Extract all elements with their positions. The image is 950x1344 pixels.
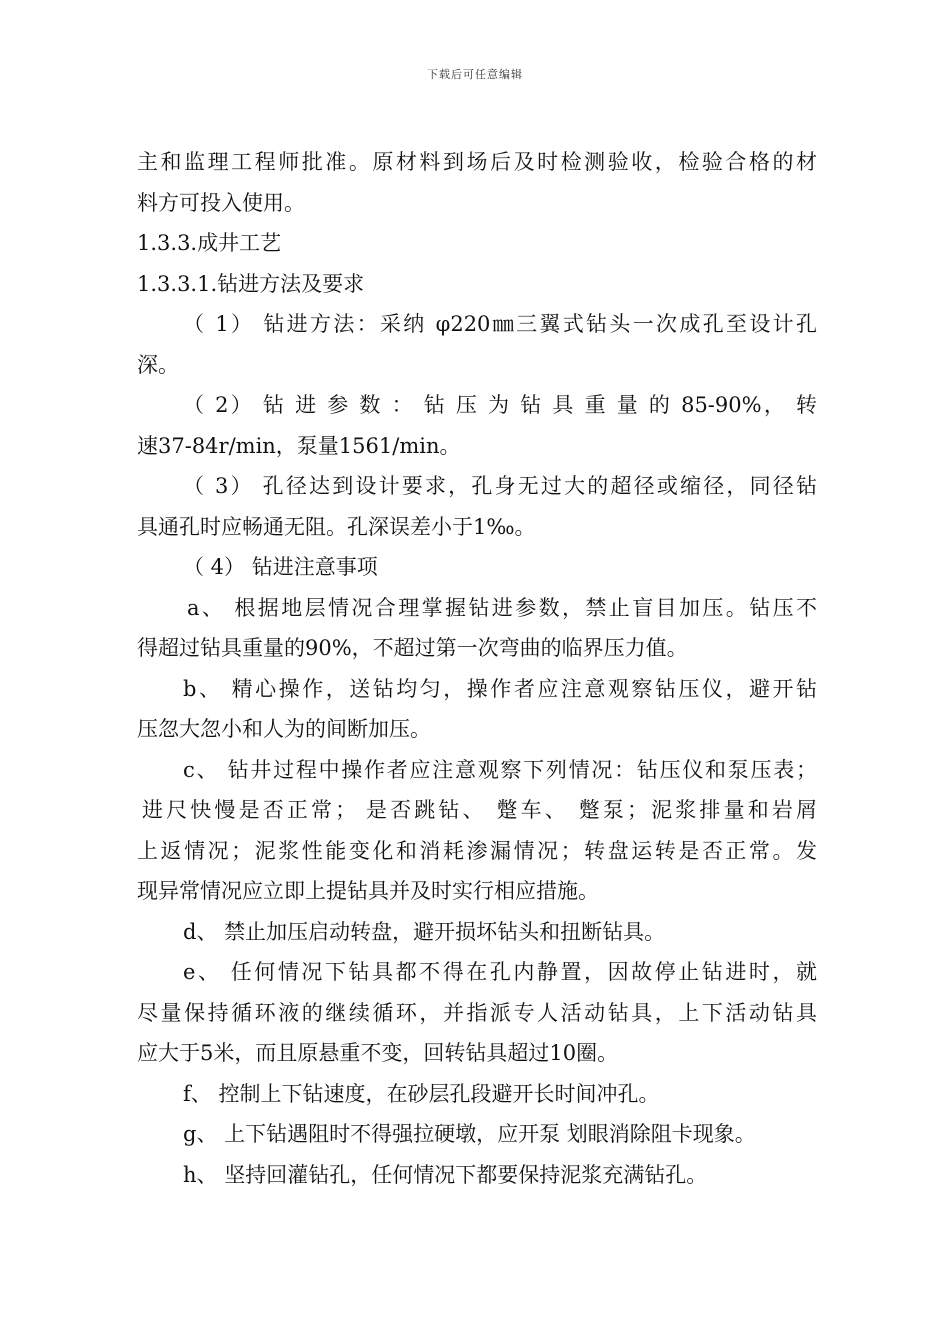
list-item: a、 根据地层情况合理掌握钻进参数，禁止盲目加压。钻压不 (187, 595, 817, 620)
paragraph-line: （ 4） 钻进注意事项 (183, 555, 378, 579)
list-item: g、 上下钻遇阻时不得强拉硬墩，应开泵 划眼消除阻卡现象。 (183, 1122, 756, 1146)
list-item: c、 钻井过程中操作者应注意观察下列情况：钻压仪和泵压表； (183, 757, 817, 782)
paragraph-line: 深。 (137, 352, 179, 377)
paragraph-line: （ 3） 孔径达到设计要求，孔身无过大的超径或缩径，同径钻 (183, 474, 817, 498)
list-item: e、 任何情况下钻具都不得在孔内静置，因故停止钻进时，就 (183, 960, 817, 984)
paragraph-line: 应大于5米，而且原悬重不变，回转钻具超过10圈。 (137, 1041, 619, 1065)
paragraph-line: 速37-84r/min，泵量1561/min。 (137, 433, 461, 458)
subsection-heading: 1.3.3.1.钻进方法及要求 (137, 271, 365, 296)
list-item: f、 控制上下钻速度，在砂层孔段避开长时间冲孔。 (183, 1081, 660, 1106)
paragraph-line: 料方可投入使用。 (137, 190, 305, 215)
section-heading: 1.3.3.成井工艺 (137, 231, 282, 255)
paragraph-line: （ 2） 钻 进 参 数 ： 钻 压 为 钻 具 重 量 的 85-90%， 转 (183, 393, 817, 417)
paragraph-line: 具通孔时应畅通无阻。孔深误差小于1‰。 (137, 514, 536, 539)
paragraph-line: 压忽大忽小和人为的间断加压。 (137, 717, 431, 741)
list-item: d、 禁止加压启动转盘，避开损坏钻头和扭断钻具。 (183, 919, 666, 944)
list-item: h、 坚持回灌钻孔，任何情况下都要保持泥浆充满钻孔。 (183, 1162, 708, 1187)
paragraph-line: 进尺快慢是否正常； 是否跳钻、 蹩车、 蹩泵；泥浆排量和岩屑 (142, 798, 817, 822)
paragraph-line: 上返情况；泥浆性能变化和消耗渗漏情况；转盘运转是否正常。发 (137, 838, 817, 863)
paragraph-line: （ 1） 钻进方法：采纳 φ220㎜三翼式钻头一次成孔至设计孔 (183, 312, 817, 336)
paragraph-line: 得超过钻具重量的90%，不超过第一次弯曲的临界压力值。 (137, 636, 688, 660)
paragraph-line: 主和监理工程师批准。原材料到场后及时检测验收，检验合格的材 (137, 150, 817, 174)
paragraph-line: 现异常情况应立即上提钻具并及时实行相应措施。 (137, 879, 599, 903)
document-body (137, 142, 817, 1195)
list-item: b、 精心操作，送钻均匀，操作者应注意观察钻压仪，避开钻 (183, 676, 817, 701)
paragraph-line: 尽量保持循环液的继续循环，并指派专人活动钻具，上下活动钻具 (137, 1000, 817, 1025)
page-header: 下载后可任意编辑 (427, 68, 523, 81)
